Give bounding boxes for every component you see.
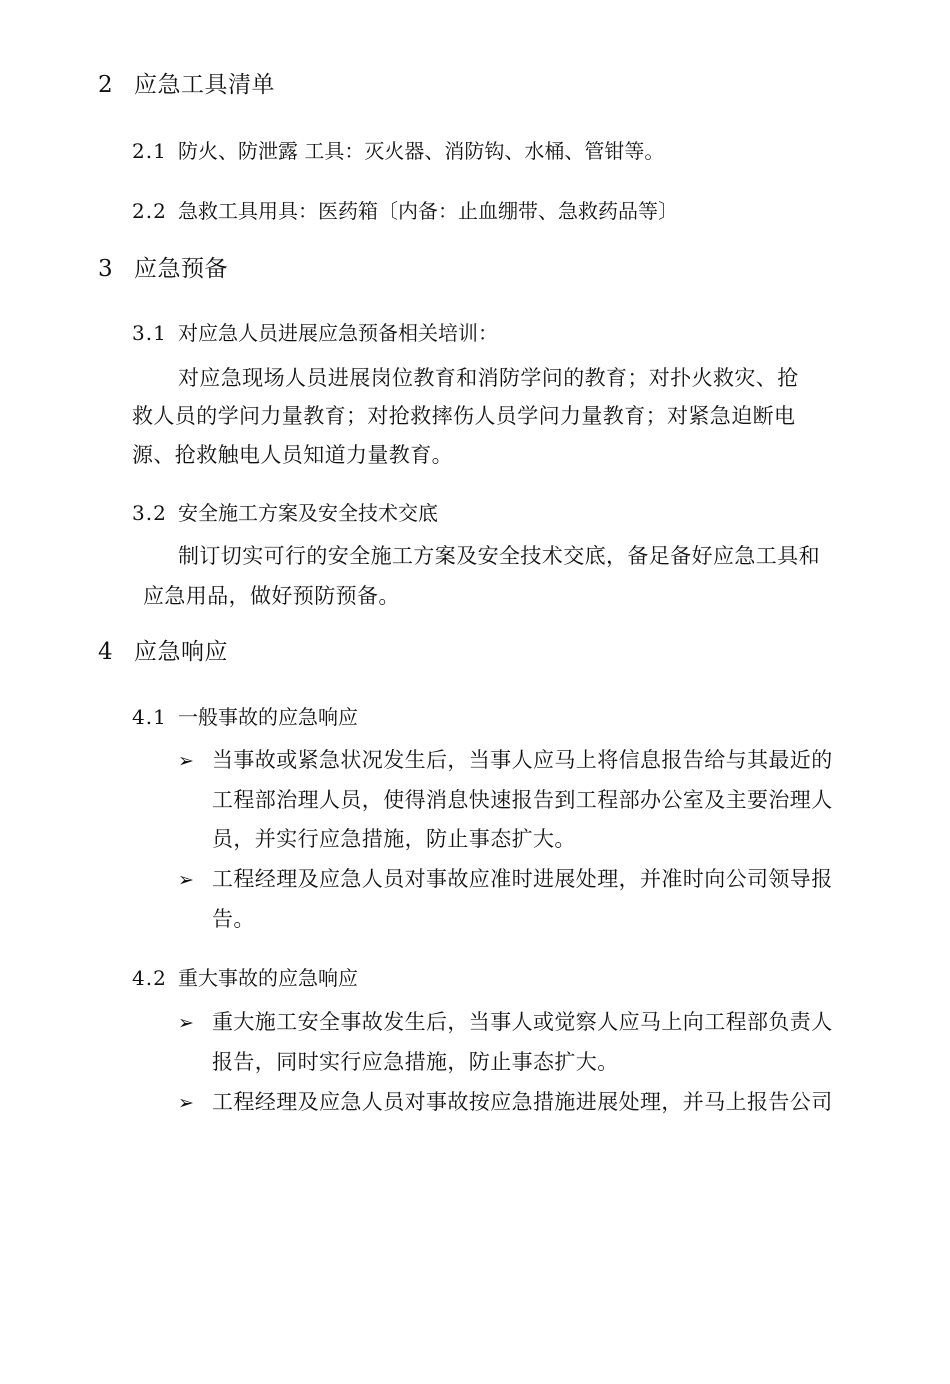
subsection-text: 安全施工方案及安全技术交底 (178, 501, 438, 525)
paragraph-line: 源、抢救触电人员知道力量教育。 (132, 443, 453, 467)
paragraph-line: 制订切实可行的安全施工方案及安全技术交底，备足备好应急工具和 (178, 544, 820, 568)
section-heading (98, 258, 228, 281)
subsection-text: 急救工具用具：医药箱〔内备：止血绷带、急救药品等〕 (178, 199, 678, 223)
bullet-arrow-icon: ➢ (178, 1012, 194, 1034)
paragraph-line: 应急用品，做好预防预备。 (143, 584, 400, 608)
subsection-number: 3.2 (132, 501, 167, 525)
paragraph-line: 对应急现场人员进展岗位教育和消防学问的教育；对扑火救灾、抢 (178, 366, 799, 390)
subsection-text: 对应急人员进展应急预备相关培训： (178, 321, 498, 345)
subsection-number: 3.1 (132, 321, 167, 345)
bullet-line: 员，并实行应急措施，防止事态扩大。 (212, 827, 576, 851)
subsection-text: 一般事故的应急响应 (178, 705, 358, 729)
subsection-number: 4.1 (132, 705, 167, 729)
bullet-line: 工程部治理人员，使得消息快速报告到工程部办公室及主要治理人 (212, 788, 833, 812)
bullet-line: 报告，同时实行应急措施，防止事态扩大。 (212, 1050, 619, 1074)
bullet-arrow-icon: ➢ (178, 750, 194, 772)
bullet-line: 重大施工安全事故发生后，当事人或觉察人应马上向工程部负责人 (212, 1010, 833, 1034)
bullet-line: 当事故或紧急状况发生后，当事人应马上将信息报告给与其最近的 (212, 748, 833, 772)
subsection-heading (132, 707, 358, 727)
section-number: 4 (98, 639, 114, 665)
section-number: 3 (98, 256, 114, 282)
section-title: 应急工具清单 (134, 72, 275, 98)
subsection-heading (132, 201, 678, 221)
section-title: 应急响应 (134, 639, 228, 665)
subsection-number: 4.2 (132, 966, 167, 990)
subsection-number: 2.2 (132, 199, 167, 223)
bullet-arrow-icon: ➢ (178, 1092, 194, 1114)
subsection-heading (132, 323, 498, 343)
section-heading (98, 74, 275, 97)
bullet-line: 工程经理及应急人员对事故应准时进展处理，并准时向公司领导报 (212, 867, 833, 891)
subsection-heading (132, 141, 664, 161)
subsection-text: 重大事故的应急响应 (178, 966, 358, 990)
section-heading (98, 641, 228, 664)
section-number: 2 (98, 72, 114, 98)
bullet-line: 告。 (212, 907, 255, 931)
section-title: 应急预备 (134, 256, 228, 282)
paragraph-line: 救人员的学问力量教育；对抢救摔伤人员学问力量教育；对紧急迫断电 (132, 404, 796, 428)
subsection-text: 防火、防泄露 工具：灭火器、消防钩、水桶、管钳等。 (178, 139, 665, 163)
bullet-line: 工程经理及应急人员对事故按应急措施进展处理，并马上报告公司 (212, 1090, 833, 1114)
subsection-heading (132, 968, 358, 988)
subsection-number: 2.1 (132, 139, 167, 163)
subsection-heading (132, 503, 438, 523)
bullet-arrow-icon: ➢ (178, 869, 194, 891)
